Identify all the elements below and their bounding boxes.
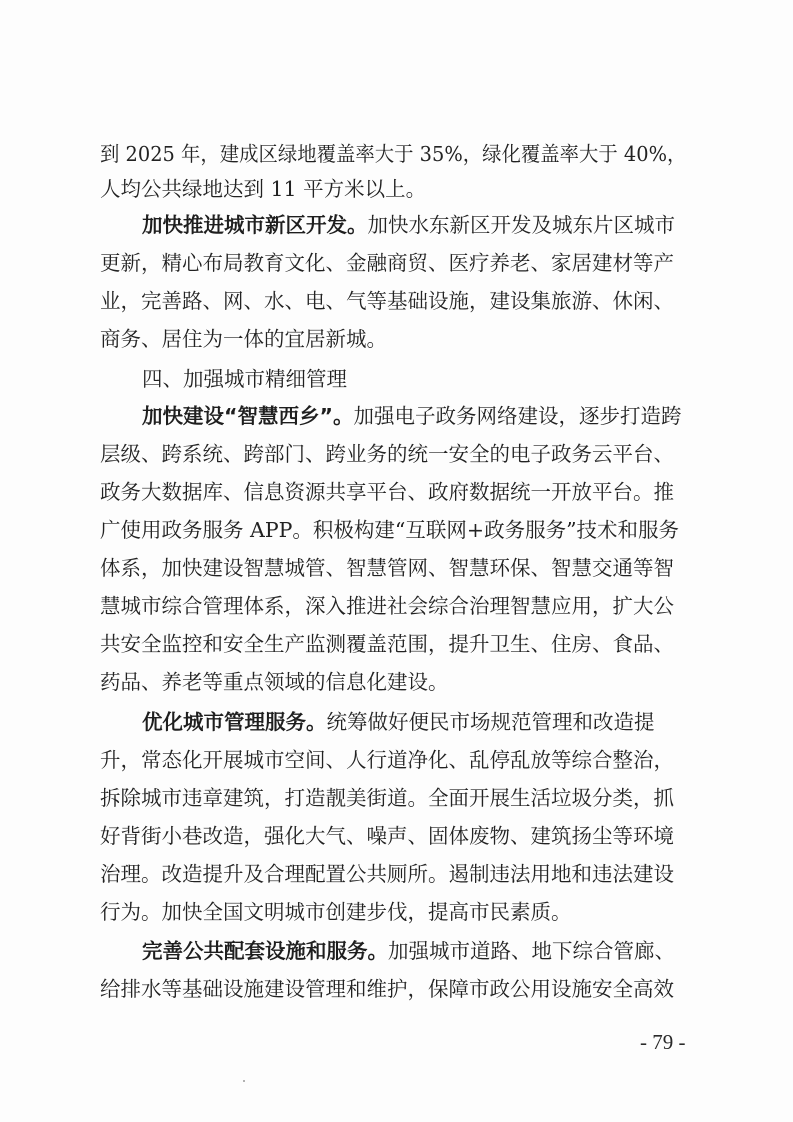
page-number: - 79 - (640, 1030, 686, 1054)
body-line (100, 861, 674, 887)
body-line (100, 555, 674, 581)
body-line (100, 631, 674, 657)
paragraph-first-line (142, 212, 675, 238)
section-heading (142, 366, 347, 392)
body-text: 业，完善路、网、水、电、气等基础设施，建设集旅游、休闲、 (100, 289, 674, 313)
body-line (100, 976, 674, 1002)
body-line (100, 899, 572, 925)
body-text: 加强城市道路、地下综合管廊、 (388, 939, 675, 963)
paragraph-lead: 加快建设“智慧西乡”。 (142, 404, 354, 428)
body-line (100, 441, 674, 467)
body-line (100, 176, 426, 202)
body-line (100, 593, 674, 619)
paragraph-lead: 完善公共配套设施和服务。 (142, 939, 388, 963)
body-text: 慧城市综合管理体系，深入推进社会综合治理智慧应用，扩大公 (100, 594, 674, 618)
body-line (100, 823, 674, 849)
body-text: 更新，精心布局教育文化、金融商贸、医疗养老、家居建材等产 (100, 251, 674, 275)
paragraph-lead: 加快推进城市新区开发。 (142, 213, 368, 237)
body-text: 共安全监控和安全生产监测覆盖范围，提升卫生、住房、食品、 (100, 632, 674, 656)
body-line (100, 669, 449, 695)
body-text: 加快水东新区开发及城东片区城市 (367, 213, 675, 237)
body-text: 行为。加快全国文明城市创建步伐，提高市民素质。 (100, 900, 572, 924)
body-line (100, 479, 674, 505)
paragraph-first-line (142, 403, 681, 429)
section-heading-text: 四、加强城市精细管理 (142, 367, 347, 391)
scan-speck (243, 1080, 245, 1082)
paragraph-first-line (142, 938, 675, 964)
body-line (100, 517, 679, 543)
body-line (100, 747, 674, 773)
body-text: 拆除城市违章建筑，打造靓美街道。全面开展生活垃圾分类，抓 (100, 786, 674, 810)
body-text: 给排水等基础设施建设管理和维护，保障市政公用设施安全高效 (100, 977, 674, 1001)
body-text: 人均公共绿地达到 11 平方米以上。 (100, 177, 427, 201)
paragraph-lead: 优化城市管理服务。 (142, 710, 327, 734)
body-text: 药品、养老等重点领域的信息化建设。 (100, 670, 449, 694)
body-text: 加强电子政务网络建设，逐步打造跨 (353, 404, 682, 428)
body-line (100, 288, 674, 314)
body-text: 商务、居住为一体的宜居新城。 (100, 327, 387, 351)
body-text: 体系，加快建设智慧城管、智慧管网、智慧环保、智慧交通等智 (100, 556, 674, 580)
body-text: 统筹做好便民市场规范管理和改造提 (326, 710, 655, 734)
body-text: 到 2025 年，建成区绿地覆盖率大于 35%，绿化覆盖率大于 40%， (100, 142, 687, 166)
body-text: 层级、跨系统、跨部门、跨业务的统一安全的电子政务云平台、 (100, 442, 674, 466)
body-text: 广使用政务服务 APP。积极构建“互联网+政务服务”技术和服务 (100, 518, 680, 542)
body-line (100, 785, 674, 811)
body-text: 治理。改造提升及合理配置公共厕所。遏制违法用地和违法建设 (100, 862, 674, 886)
body-text: 升，常态化开展城市空间、人行道净化、乱停乱放等综合整治， (100, 748, 674, 772)
body-line (100, 141, 686, 167)
body-text: 政务大数据库、信息资源共享平台、政府数据统一开放平台。推 (100, 480, 674, 504)
body-text: 好背街小巷改造，强化大气、噪声、固体废物、建筑扬尘等环境 (100, 824, 674, 848)
body-line (100, 250, 674, 276)
paragraph-first-line (142, 709, 655, 735)
body-line (100, 326, 387, 352)
